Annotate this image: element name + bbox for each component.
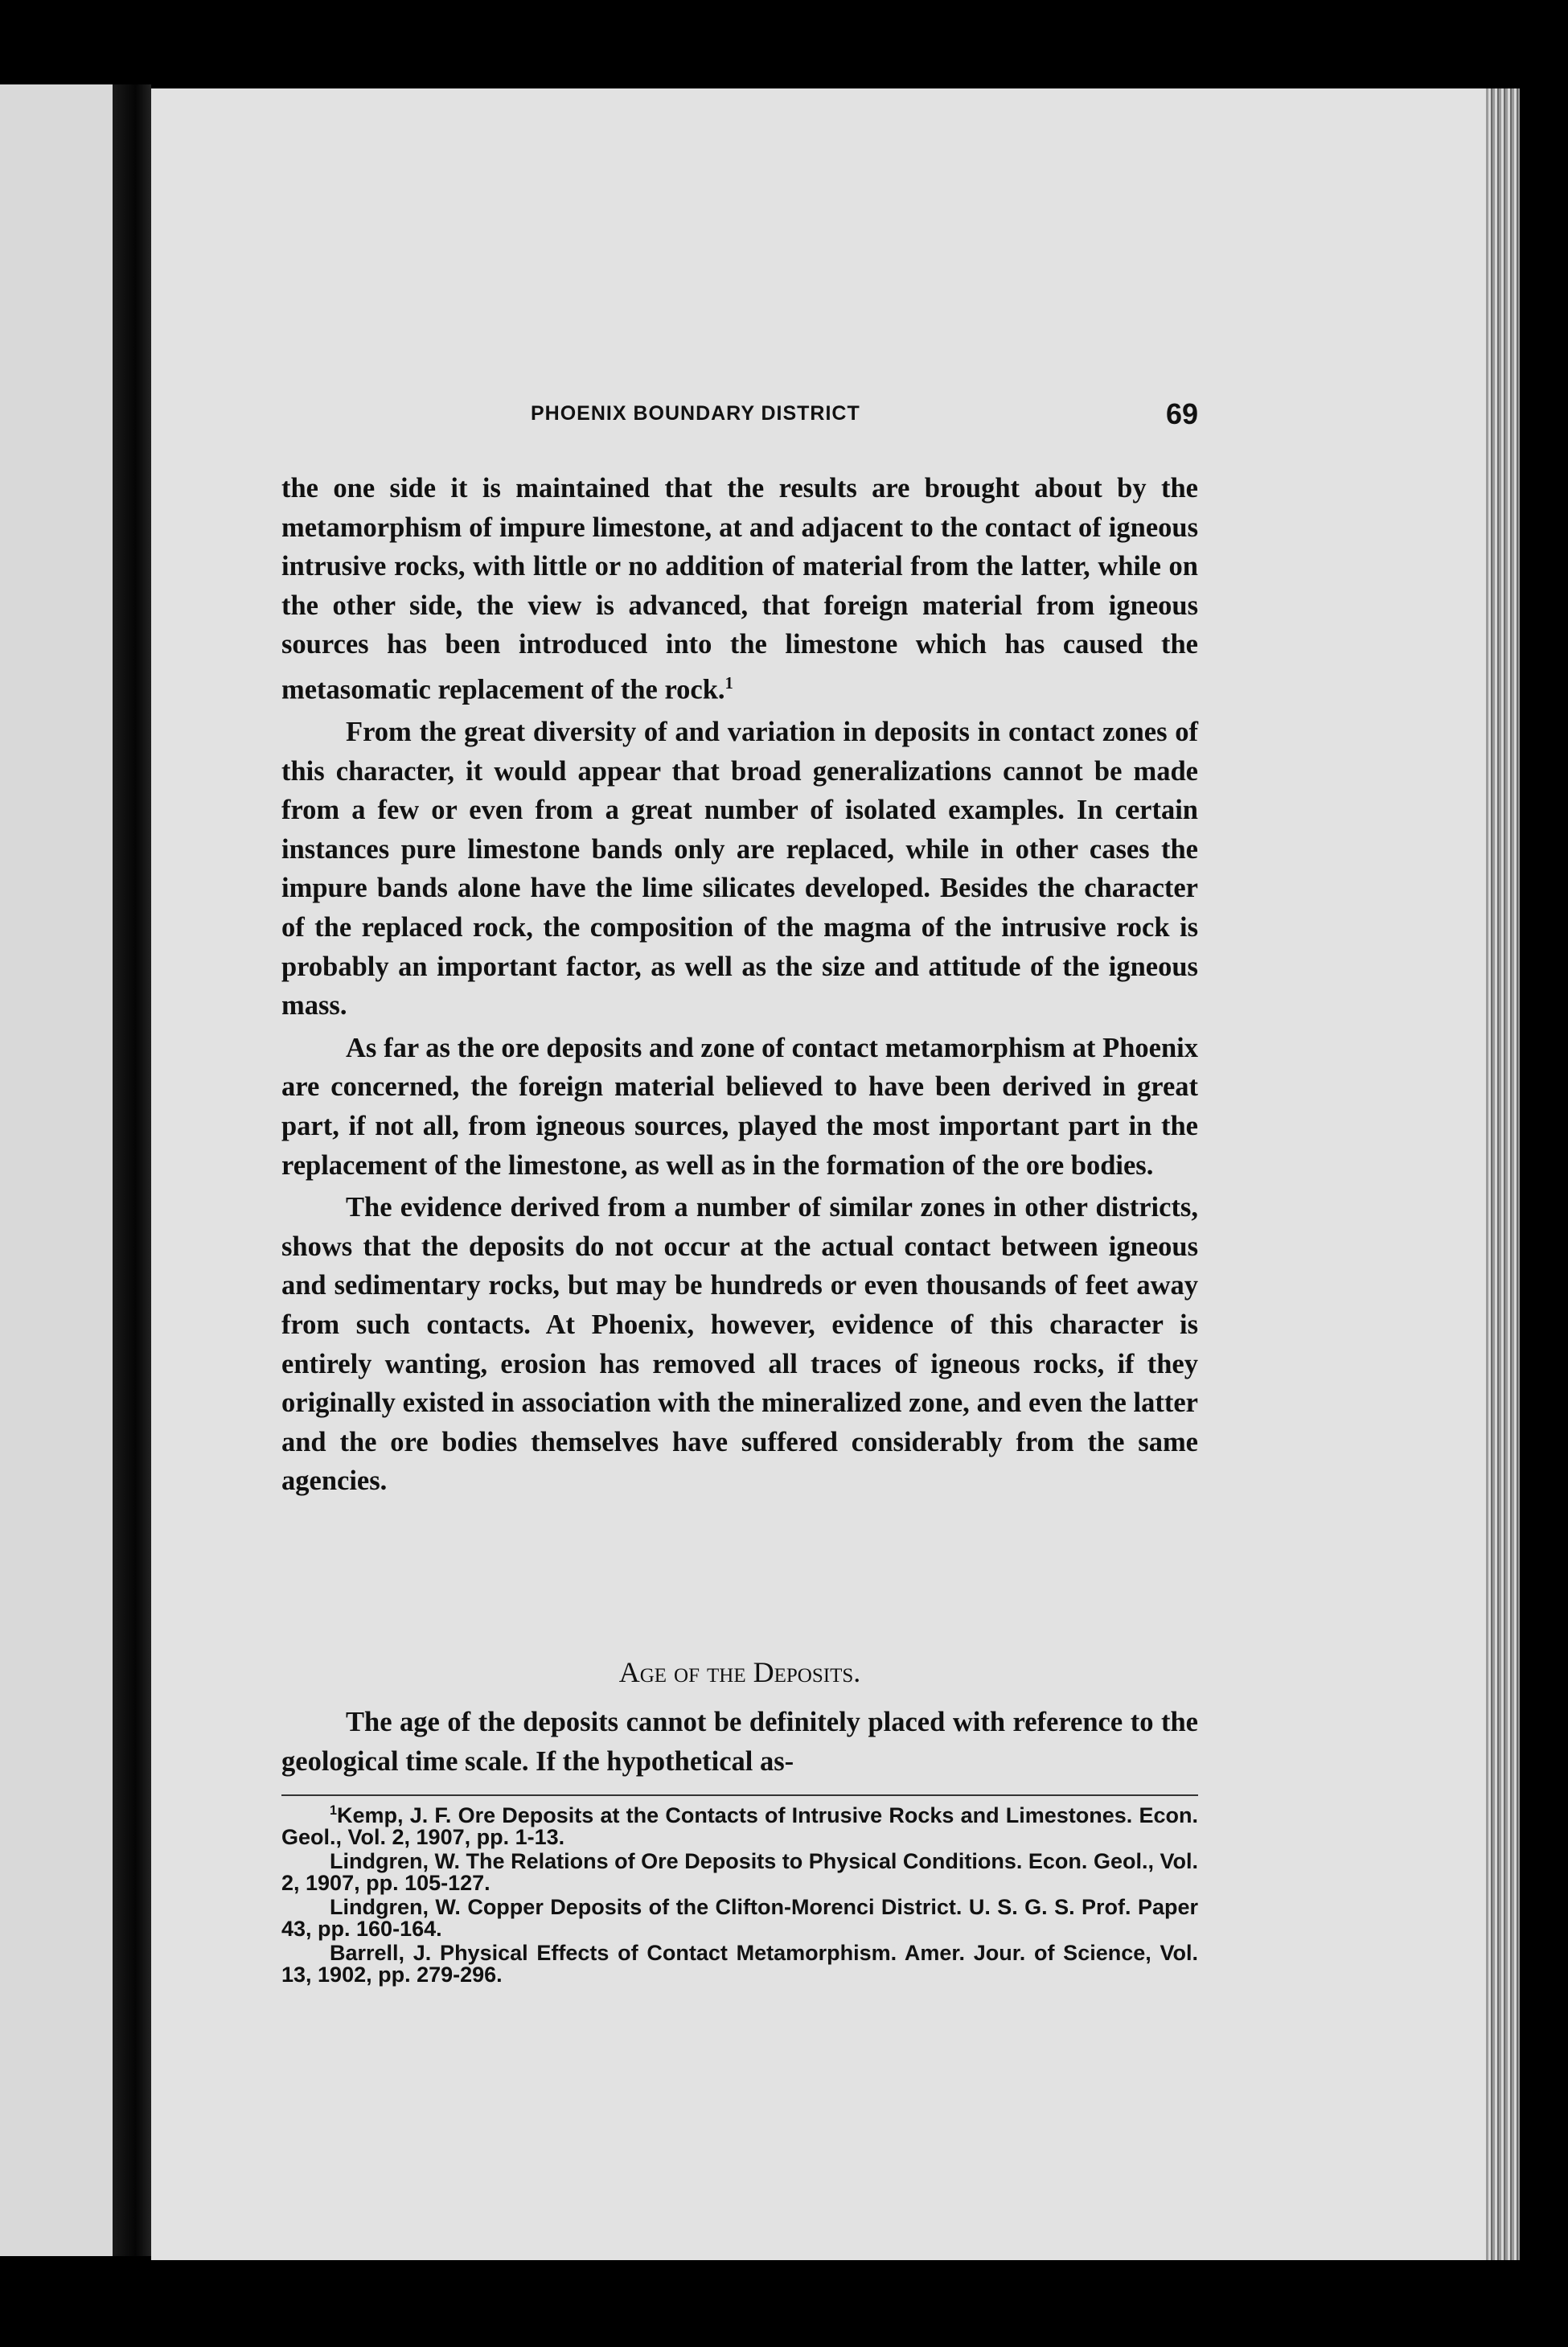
book-gutter bbox=[113, 84, 151, 2256]
paragraph-2: From the great diversity of and variation in deposits in contact zones of this character, it would appear that broad generalizations cannot be made from a few or even from a great number of isolated examples. In certain instances pure limestone bands only are replaced, while in other cases the impure bands alone have the lime silicates developed. Besides the character of the replaced rock, the composition of the magma of the intrusive rock is probably an important factor, as well as the size and attitude of the igneous mass. bbox=[281, 717, 1198, 1021]
facing-page-edge bbox=[0, 84, 113, 2256]
footnote bbox=[281, 1897, 1198, 1940]
page-header bbox=[281, 397, 1198, 434]
running-head: PHOENIX BOUNDARY DISTRICT bbox=[531, 402, 860, 425]
paragraph-5: The age of the deposits cannot be definitely placed with reference to the geological time scale. If the hypothetical as- bbox=[281, 1707, 1198, 1777]
footnote bbox=[281, 1800, 1198, 1848]
page-number: 69 bbox=[1165, 397, 1198, 430]
footnote-text: Barrell, J. Physical Effects of Contact Metamorphism. Amer. Jour. of Science, Vol. 13, 1902, pp. 279-296. bbox=[281, 1941, 1198, 1987]
paragraph-1 bbox=[281, 469, 1198, 709]
paragraph-1-text: the one side it is maintained that the results are brought about by the metamorphism of impure limestone, at and adjacent to the contact of igneous intrusive rocks, with little or no addition of material from the latter, while on the other side, the view is advanced, that foreign material from igneous sources has been introduced into the limestone which has caused the metasomatic replacement of the rock. bbox=[281, 473, 1198, 705]
footnote bbox=[281, 1942, 1198, 1986]
footnote bbox=[281, 1851, 1198, 1894]
footnote-marker: 1 bbox=[330, 1803, 338, 1818]
page-stack-edge bbox=[1486, 88, 1520, 2260]
footnote-rule bbox=[281, 1794, 1198, 1796]
footnote-text: Lindgren, W. The Relations of Ore Deposits to Physical Conditions. Econ. Geol., Vol. 2, 1907, pp. 105-127. bbox=[281, 1849, 1198, 1895]
section-heading: Age of the Deposits. bbox=[618, 1656, 861, 1688]
paragraph-4: The evidence derived from a number of similar zones in other districts, shows that the deposits do not occur at the actual contact between igneous and sedimentary rocks, but may be hundreds or even thousands of feet away from such contacts. At Phoenix, however, evidence of this character is entirely wanting, erosion has removed all traces of igneous rocks, if they originally existed in association with the mineralized zone, and even the latter and the ore bodies themselves have suffered considerably from the same agencies. bbox=[281, 1192, 1198, 1497]
body-text bbox=[281, 469, 1198, 1504]
footnote-text: Kemp, J. F. Ore Deposits at the Contacts of Intrusive Rocks and Limestones. Econ. Geol., Vol. 2, 1907, pp. 1-13. bbox=[281, 1803, 1198, 1849]
footnote-text: Lindgren, W. Copper Deposits of the Clifton-Morenci District. U. S. G. S. Prof. Paper 43, pp. 160-164. bbox=[281, 1895, 1198, 1941]
footnote-reference: 1 bbox=[724, 674, 733, 693]
footnotes bbox=[281, 1800, 1198, 1988]
section-body bbox=[281, 1703, 1198, 1781]
paragraph-3: As far as the ore deposits and zone of contact metamorphism at Phoenix are concerned, the foreign material believed to have been derived in great part, if not all, from igneous sources, played the most important part in the replacement of the limestone, as well as in the formation of the ore bodies. bbox=[281, 1032, 1198, 1181]
